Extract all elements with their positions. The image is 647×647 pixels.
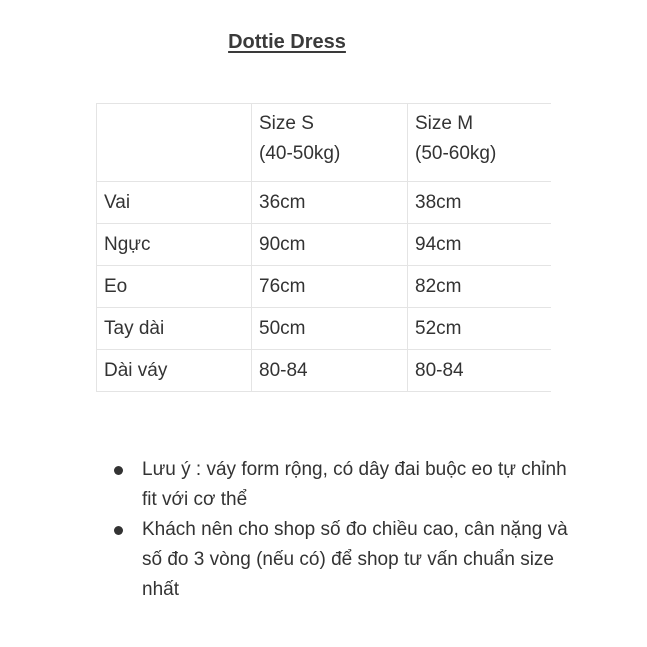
size-table-container [96,103,551,392]
size-m-value: 80-84 [408,350,552,392]
size-m-value: 94cm [408,224,552,266]
size-s-value: 36cm [252,182,408,224]
size-table [96,103,551,392]
row-label: Dài váy [97,350,252,392]
row-label: Ngực [97,224,252,266]
page-title: Dottie Dress [228,31,346,53]
size-m-value: 38cm [408,182,552,224]
size-m-weight: (50-60kg) [415,143,497,164]
note-text: Lưu ý : váy form rộng, có dây đai buộc eo tự chỉnh fit với cơ thể [142,459,567,510]
table-row [97,266,552,308]
table-row [97,308,552,350]
size-m-value: 52cm [408,308,552,350]
table-row [97,182,552,224]
size-s-value: 90cm [252,224,408,266]
size-s-value: 80-84 [252,350,408,392]
header-cell-empty [97,104,252,182]
bullet-icon [114,526,123,535]
table-row [97,224,552,266]
table-row [97,350,552,392]
row-label: Eo [97,266,252,308]
row-label: Vai [97,182,252,224]
size-m-label: Size M [415,113,474,134]
notes-list [110,455,570,605]
size-s-value: 76cm [252,266,408,308]
note-item [110,455,570,515]
table-header-row [97,104,552,182]
size-m-value: 82cm [408,266,552,308]
note-item [110,515,570,605]
size-s-value: 50cm [252,308,408,350]
header-cell-size-m [408,104,552,182]
note-text: Khách nên cho shop số đo chiều cao, cân nặng và số đo 3 vòng (nếu có) để shop tư vấn chuẩn size nhất [142,519,568,600]
row-label: Tay dài [97,308,252,350]
size-s-label: Size S [259,113,314,134]
bullet-icon [114,466,123,475]
header-cell-size-s [252,104,408,182]
size-s-weight: (40-50kg) [259,143,341,164]
